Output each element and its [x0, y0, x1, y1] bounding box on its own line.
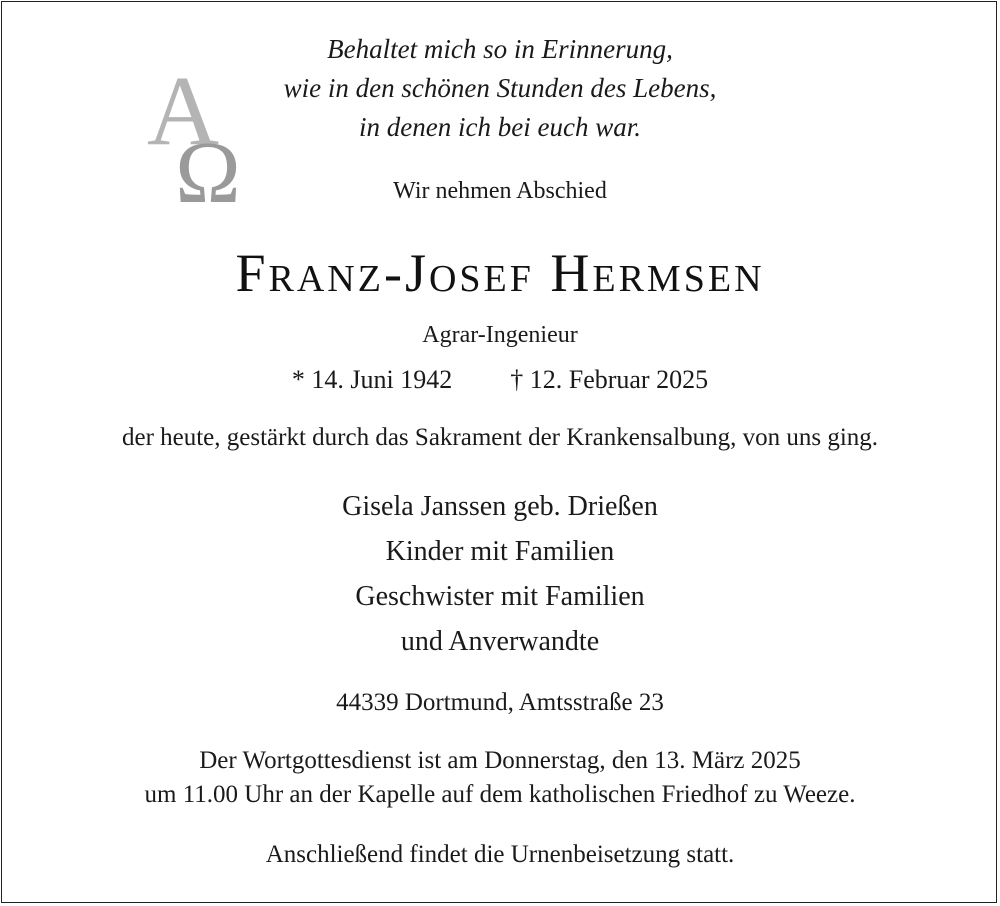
- motto-line-1: Behaltet mich so in Erinnerung,: [327, 34, 673, 64]
- life-dates: [0, 365, 1000, 395]
- profession: Agrar-Ingenieur: [422, 322, 578, 348]
- omega-letter: Ω: [175, 125, 241, 207]
- farewell-text: Wir nehmen Abschied: [393, 178, 607, 204]
- alpha-letter: A: [146, 62, 220, 166]
- mourner-line-3: Geschwister mit Familien: [355, 581, 645, 612]
- mourner-line-1: Gisela Janssen geb. Drießen: [342, 491, 658, 522]
- service-line-2: um 11.00 Uhr an der Kapelle auf dem katholischen Friedhof zu Weeze.: [144, 781, 856, 808]
- address: 44339 Dortmund, Amtsstraße 23: [336, 689, 664, 716]
- burial-note: Anschließend findet die Urnenbeisetzung statt.: [265, 841, 735, 868]
- mourner-line-2: Kinder mit Familien: [385, 536, 615, 567]
- service-line-1: Der Wortgottesdienst ist am Donnerstag, den 13. März 2025: [199, 747, 801, 774]
- deceased-name: Franz-Josef Hermsen: [235, 243, 765, 303]
- statement: der heute, gestärkt durch das Sakrament der Krankensalbung, von uns ging.: [121, 424, 879, 451]
- death-date: † 12. Februar 2025: [510, 365, 709, 394]
- mourner-line-4: und Anverwandte: [400, 626, 600, 657]
- motto-line-3: in denen ich bei euch war.: [359, 112, 641, 142]
- motto-line-2: wie in den schönen Stunden des Lebens,: [283, 73, 717, 103]
- birth-date: * 14. Juni 1942: [291, 365, 453, 394]
